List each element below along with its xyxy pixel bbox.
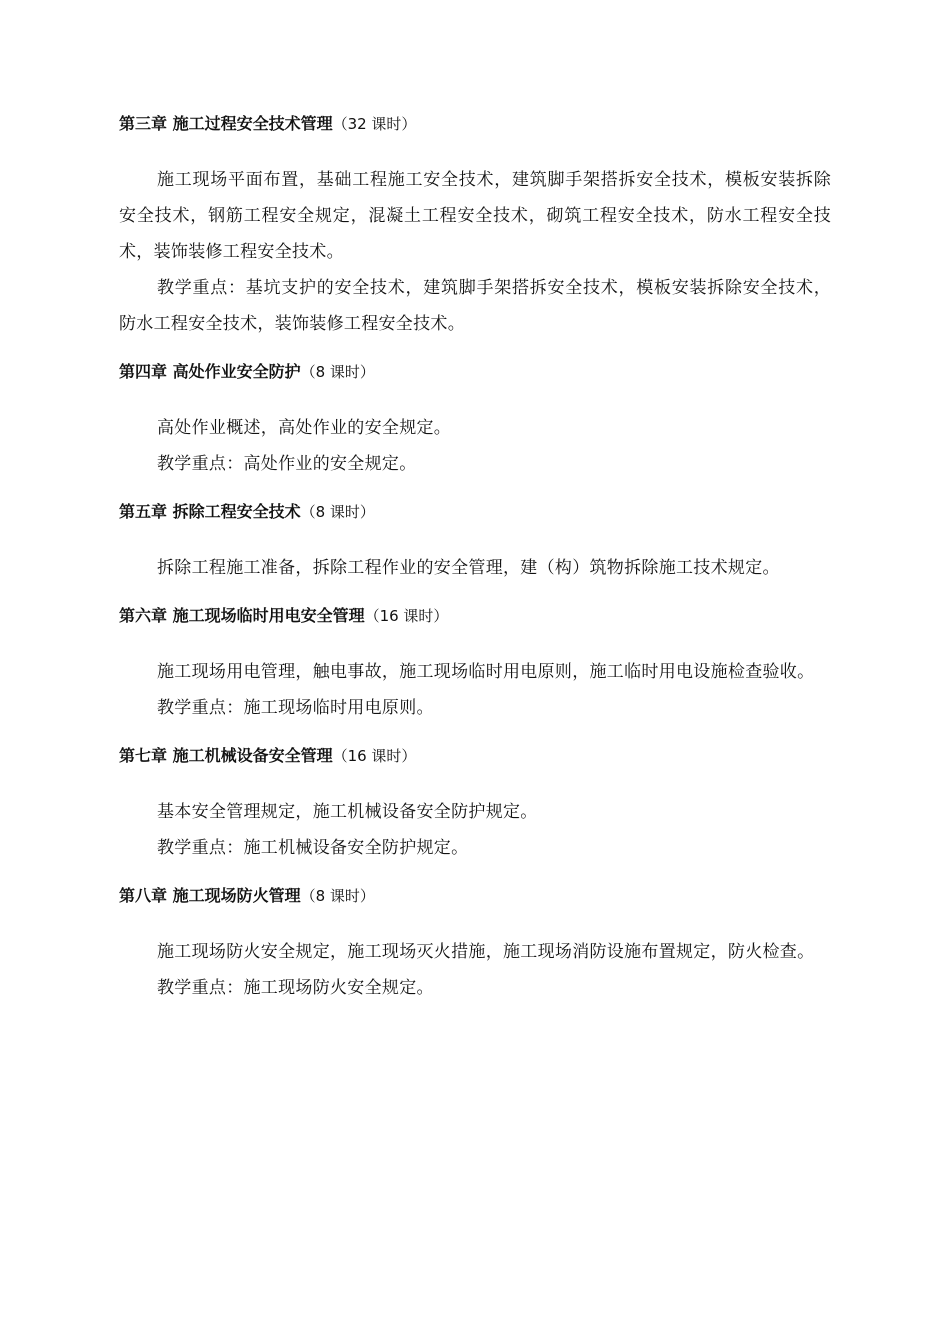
teaching-focus: 教学重点：施工现场临时用电原则。 [157, 698, 434, 718]
teaching-focus: 教学重点：基坑支护的安全技术，建筑脚手架搭拆安全技术，模板安装拆除安全技术，防水工程安全技术，装饰装修工程安全技术。 [119, 278, 831, 334]
chapter-paragraph: 施工现场平面布置，基础工程施工安全技术，建筑脚手架搭拆安全技术，模板安装拆除安全技术，钢筋工程安全规定，混凝土工程安全技术，砌筑工程安全技术，防水工程安全技术，装饰装修工程安全技术。 [119, 170, 831, 262]
chapter-paragraph: 拆除工程施工准备，拆除工程作业的安全管理，建（构）筑物拆除施工技术规定。 [157, 558, 780, 578]
chapter-paragraph: 施工现场防火安全规定，施工现场灭火措施，施工现场消防设施布置规定，防火检查。 [157, 942, 815, 962]
chapter-hours: （16 课时） [364, 607, 449, 625]
chapter-paragraph: 施工现场用电管理，触电事故，施工现场临时用电原则，施工临时用电设施检查验收。 [157, 662, 815, 682]
teaching-focus: 教学重点：施工现场防火安全规定。 [157, 978, 434, 998]
chapter-6 [119, 602, 831, 726]
chapter-paragraph: 基本安全管理规定，施工机械设备安全防护规定。 [157, 802, 538, 822]
chapter-heading [119, 498, 831, 526]
chapter-heading [119, 882, 831, 910]
chapter-hours: （8 课时） [300, 887, 375, 905]
chapter-paragraph: 高处作业概述，高处作业的安全规定。 [157, 418, 452, 438]
chapter-5 [119, 498, 831, 586]
chapter-title: 第三章 施工过程安全技术管理 [119, 114, 333, 133]
chapter-hours: （8 课时） [300, 503, 375, 521]
chapter-7 [119, 742, 831, 866]
chapter-title: 第八章 施工现场防火管理 [119, 886, 301, 905]
chapter-3 [119, 110, 831, 342]
chapter-hours: （16 课时） [332, 747, 417, 765]
teaching-focus: 教学重点：高处作业的安全规定。 [157, 454, 417, 474]
chapter-4 [119, 358, 831, 482]
chapter-title: 第六章 施工现场临时用电安全管理 [119, 606, 365, 625]
chapter-hours: （8 课时） [300, 363, 375, 381]
chapter-heading [119, 110, 831, 138]
chapter-heading [119, 602, 831, 630]
chapter-heading [119, 742, 831, 770]
chapter-title: 第七章 施工机械设备安全管理 [119, 746, 333, 765]
chapter-8 [119, 882, 831, 1006]
teaching-focus: 教学重点：施工机械设备安全防护规定。 [157, 838, 469, 858]
chapter-title: 第四章 高处作业安全防护 [119, 362, 301, 381]
document-body [119, 110, 831, 1006]
chapter-title: 第五章 拆除工程安全技术 [119, 502, 301, 521]
chapter-hours: （32 课时） [332, 115, 417, 133]
chapter-heading [119, 358, 831, 386]
